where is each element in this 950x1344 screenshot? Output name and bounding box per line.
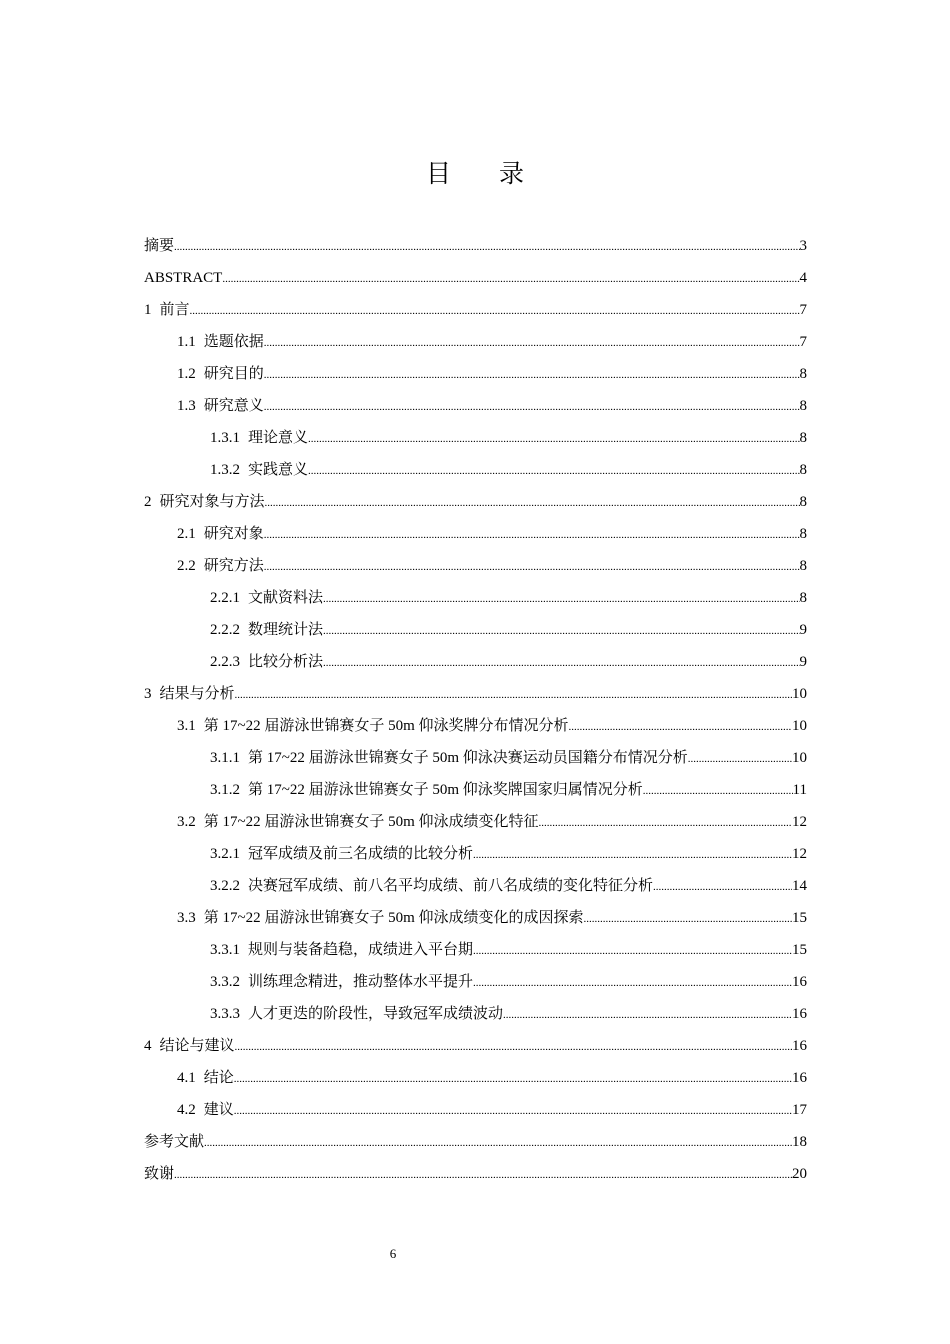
toc-entry-title: 训练理念精进，推动整体水平提升 xyxy=(248,974,474,990)
toc-dot-leader xyxy=(653,871,792,903)
toc-dot-leader xyxy=(323,583,799,615)
toc-dot-leader xyxy=(569,711,792,743)
toc-entry-number: 2.2.1 xyxy=(210,590,240,606)
toc-entry-title: 致谢 xyxy=(144,1166,175,1182)
toc-entry-title: 前言 xyxy=(159,302,190,318)
toc-entry-page: 10 xyxy=(792,750,807,766)
toc-entry-title: 冠军成绩及前三名成绩的比较分析 xyxy=(248,846,474,862)
toc-dot-leader xyxy=(473,839,792,871)
toc-entry-title: 摘要 xyxy=(144,238,175,254)
toc-entry-title: 第 17~22 届游泳世锦赛女子 50m 仰泳奖牌分布情况分析 xyxy=(203,718,569,734)
toc-dot-leader xyxy=(264,327,800,359)
toc-entry-page: 17 xyxy=(792,1102,807,1118)
toc-entry-number: 3 xyxy=(144,686,152,702)
toc-dot-leader xyxy=(204,1127,792,1159)
toc-entry-page: 7 xyxy=(799,302,807,318)
toc-entry-title: 结论 xyxy=(203,1070,234,1086)
toc-entry-page: 18 xyxy=(792,1134,807,1150)
toc-entry-page: 8 xyxy=(799,590,807,606)
toc-dot-leader xyxy=(264,519,800,551)
toc-entry-number: 3.3.1 xyxy=(210,942,240,958)
toc-dot-leader xyxy=(473,967,792,999)
toc-entry-number: 4 xyxy=(144,1038,152,1054)
toc-entry-page: 10 xyxy=(792,686,807,702)
toc-entry-page: 15 xyxy=(792,942,807,958)
toc-entry-title: 规则与装备趋稳，成绩进入平台期 xyxy=(248,942,474,958)
toc-entry[interactable] xyxy=(144,262,807,294)
toc-entry[interactable] xyxy=(144,454,807,486)
toc-entry-number: 3.2.2 xyxy=(210,878,240,894)
toc-entry-number: 4.2 xyxy=(177,1102,196,1118)
toc-entry-title: 第 17~22 届游泳世锦赛女子 50m 仰泳成绩变化特征 xyxy=(203,814,539,830)
toc-entry-title: 第 17~22 届游泳世锦赛女子 50m 仰泳奖牌国家归属情况分析 xyxy=(248,782,643,798)
toc-entry-page: 16 xyxy=(792,1006,807,1022)
toc-entry-page: 8 xyxy=(799,366,807,382)
toc-entry[interactable] xyxy=(144,230,807,262)
toc-dot-leader xyxy=(323,647,799,679)
toc-entry[interactable] xyxy=(144,742,807,774)
toc-entry-title: 理论意义 xyxy=(248,430,309,446)
toc-entry-number: 2.2 xyxy=(177,558,196,574)
toc-entry-title: 参考文献 xyxy=(144,1134,205,1150)
toc-entry-number: 1.3.2 xyxy=(210,462,240,478)
toc-entry-page: 11 xyxy=(792,782,807,798)
toc-entry[interactable] xyxy=(144,390,807,422)
toc-entry-title: 数理统计法 xyxy=(248,622,324,638)
toc-entry[interactable] xyxy=(144,966,807,998)
toc-entry-number: 3.3 xyxy=(177,910,196,926)
toc-entry-title: 建议 xyxy=(203,1102,234,1118)
toc-entry[interactable] xyxy=(144,326,807,358)
toc-dot-leader xyxy=(264,551,800,583)
toc-entry-number: 1.3.1 xyxy=(210,430,240,446)
toc-entry-page: 16 xyxy=(792,1038,807,1054)
toc-entry-page: 12 xyxy=(792,814,807,830)
toc-entry[interactable] xyxy=(144,294,807,326)
toc-entry[interactable] xyxy=(144,678,807,710)
toc-entry[interactable] xyxy=(144,582,807,614)
toc-entry-title: 第 17~22 届游泳世锦赛女子 50m 仰泳决赛运动员国籍分布情况分析 xyxy=(248,750,688,766)
toc-dot-leader xyxy=(235,1031,792,1063)
toc-dot-leader xyxy=(264,391,800,423)
toc-entry-number: 1.1 xyxy=(177,334,196,350)
toc-entry[interactable] xyxy=(144,358,807,390)
toc-dot-leader xyxy=(584,903,792,935)
toc-dot-leader xyxy=(234,1063,792,1095)
toc-dot-leader xyxy=(264,359,800,391)
toc-entry-number: 2.1 xyxy=(177,526,196,542)
toc-entry-title: 文献资料法 xyxy=(248,590,324,606)
toc-dot-leader xyxy=(308,423,799,455)
toc-dot-leader xyxy=(174,231,799,263)
toc-entry-title: 研究对象 xyxy=(203,526,264,542)
toc-entry-page: 8 xyxy=(799,526,807,542)
toc-entry[interactable] xyxy=(144,550,807,582)
toc-entry-page: 8 xyxy=(799,430,807,446)
toc-entry-page: 20 xyxy=(792,1166,807,1182)
toc-entry-number: 3.3.2 xyxy=(210,974,240,990)
toc-dot-leader xyxy=(235,679,792,711)
toc-entry[interactable] xyxy=(144,1158,807,1190)
toc-entry-title: 比较分析法 xyxy=(248,654,324,670)
toc-dot-leader xyxy=(222,263,799,295)
toc-entry[interactable] xyxy=(144,1126,807,1158)
toc-entry[interactable] xyxy=(144,870,807,902)
toc-entry-page: 10 xyxy=(792,718,807,734)
toc-entry-title: 结论与建议 xyxy=(159,1038,235,1054)
toc-entry-page: 15 xyxy=(792,910,807,926)
toc-entry-number: 2.2.3 xyxy=(210,654,240,670)
toc-entry[interactable] xyxy=(144,1094,807,1126)
toc-entry-page: 8 xyxy=(799,398,807,414)
toc-entry-number: 3.3.3 xyxy=(210,1006,240,1022)
toc-entry-page: 16 xyxy=(792,1070,807,1086)
toc-entry-page: 12 xyxy=(792,846,807,862)
toc-entry-title: 选题依据 xyxy=(203,334,264,350)
toc-entry-number: 3.1.2 xyxy=(210,782,240,798)
toc-entry-page: 9 xyxy=(799,654,807,670)
toc-entry-title: ABSTRACT xyxy=(144,270,223,286)
toc-entry-number: 2.2.2 xyxy=(210,622,240,638)
toc-entry-title: 研究意义 xyxy=(203,398,264,414)
toc-entry[interactable] xyxy=(144,998,807,1030)
toc-entry[interactable] xyxy=(144,422,807,454)
toc-dot-leader xyxy=(190,295,800,327)
toc-dot-leader xyxy=(323,615,799,647)
toc-entry-number: 1.2 xyxy=(177,366,196,382)
toc-entry-title: 研究方法 xyxy=(203,558,264,574)
toc-dot-leader xyxy=(503,999,792,1031)
toc-entry-title: 研究对象与方法 xyxy=(159,494,265,510)
toc-entry[interactable] xyxy=(144,518,807,550)
toc-entry[interactable] xyxy=(144,902,807,934)
toc-entry-number: 3.1 xyxy=(177,718,196,734)
toc-entry-title: 研究目的 xyxy=(203,366,264,382)
toc-entry-page: 8 xyxy=(799,558,807,574)
toc-entry-page: 16 xyxy=(792,974,807,990)
toc-dot-leader xyxy=(539,807,792,839)
toc-entry[interactable] xyxy=(144,646,807,678)
toc-entry-number: 3.2 xyxy=(177,814,196,830)
toc-dot-leader xyxy=(688,743,792,775)
toc-entry-number: 1 xyxy=(144,302,152,318)
toc-entry[interactable] xyxy=(144,1062,807,1094)
toc-entry-title: 实践意义 xyxy=(248,462,309,478)
toc-entry[interactable] xyxy=(144,774,807,806)
toc-entry[interactable] xyxy=(144,486,807,518)
toc-entry-number: 4.1 xyxy=(177,1070,196,1086)
toc-entry-page: 8 xyxy=(799,462,807,478)
toc-entry-page: 4 xyxy=(799,270,807,286)
page-number: 6 xyxy=(389,1246,397,1261)
toc-entry-number: 3.2.1 xyxy=(210,846,240,862)
toc-entry-page: 8 xyxy=(799,494,807,510)
toc-entry-page: 9 xyxy=(799,622,807,638)
toc-entry-title: 人才更迭的阶段性，导致冠军成绩波动 xyxy=(248,1006,504,1022)
toc-dot-leader xyxy=(643,775,793,807)
toc-entry-title: 结果与分析 xyxy=(159,686,235,702)
toc-dot-leader xyxy=(308,455,799,487)
toc-entry-title: 第 17~22 届游泳世锦赛女子 50m 仰泳成绩变化的成因探索 xyxy=(203,910,584,926)
toc-entry-page: 14 xyxy=(792,878,807,894)
toc-dot-leader xyxy=(174,1159,792,1191)
toc-entry[interactable] xyxy=(144,1030,807,1062)
toc-entry[interactable] xyxy=(144,614,807,646)
toc-entry-page: 7 xyxy=(799,334,807,350)
toc-entry-title: 决赛冠军成绩、前八名平均成绩、前八名成绩的变化特征分析 xyxy=(248,878,654,894)
toc-title: 目 录 xyxy=(426,159,544,188)
toc-entry-number: 2 xyxy=(144,494,152,510)
toc-entry-number: 1.3 xyxy=(177,398,196,414)
toc-dot-leader xyxy=(473,935,792,967)
toc-entry[interactable] xyxy=(144,838,807,870)
toc-entry[interactable] xyxy=(144,710,807,742)
toc-entry-page: 3 xyxy=(799,238,807,254)
toc-entry[interactable] xyxy=(144,934,807,966)
toc-dot-leader xyxy=(265,487,800,519)
toc-entry[interactable] xyxy=(144,806,807,838)
table-of-contents xyxy=(144,230,807,1190)
toc-entry-number: 3.1.1 xyxy=(210,750,240,766)
toc-dot-leader xyxy=(234,1095,792,1127)
